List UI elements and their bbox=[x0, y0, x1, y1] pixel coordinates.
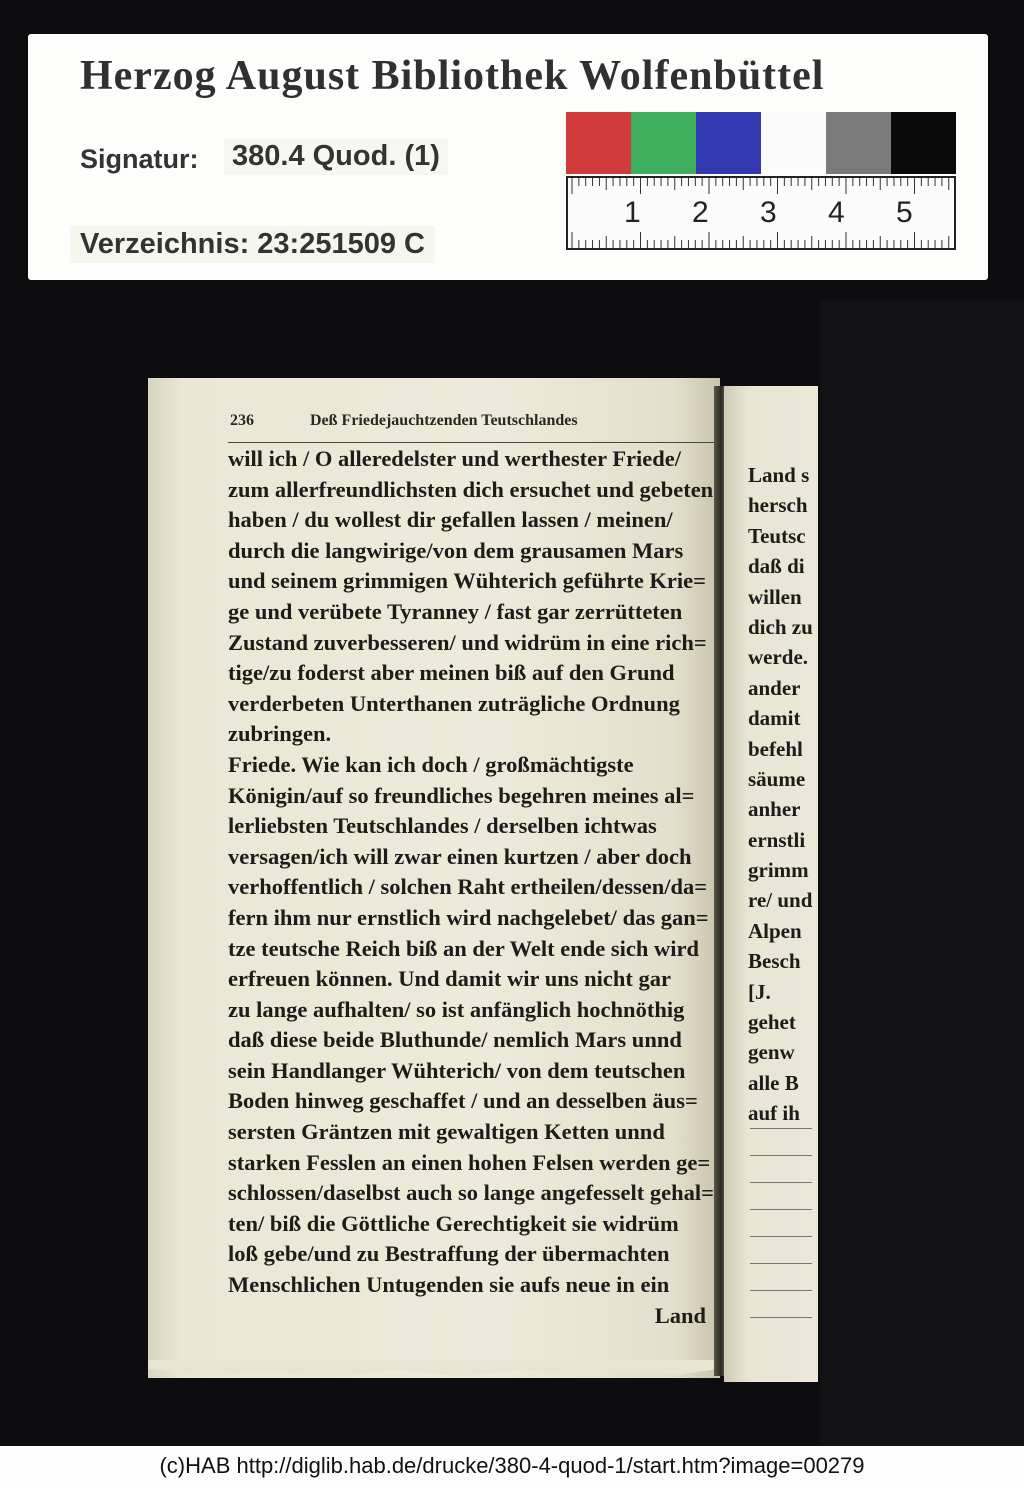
facing-text-line: grimm bbox=[748, 858, 809, 883]
text-line: schlossen/daselbst auch so lange angefesselt gehal= bbox=[228, 1180, 714, 1206]
swatch-black bbox=[891, 112, 956, 174]
color-calibration-bar bbox=[566, 112, 956, 174]
verzeichnis-value: Verzeichnis: 23:251509 C bbox=[70, 226, 435, 263]
text-line: zubringen. bbox=[228, 721, 332, 747]
ruler-number: 5 bbox=[896, 196, 913, 229]
running-head: Deß Friedejauchtzenden Teutschlandes bbox=[310, 412, 578, 429]
copyright-footer: (c)HAB http://diglib.hab.de/drucke/380-4-quod-1/start.htm?image=00279 bbox=[0, 1446, 1024, 1486]
text-line: Königin/auf so freundliches begehren meines al= bbox=[228, 782, 695, 808]
text-line: zu lange aufhalten/ so ist anfänglich hochnöthig bbox=[228, 996, 685, 1022]
ruler-number: 1 bbox=[624, 196, 641, 229]
text-line: tze teutsche Reich biß an der Welt ende sich wird bbox=[228, 935, 700, 961]
facing-text-line: befehl bbox=[748, 736, 803, 761]
facing-text-line: auf ih bbox=[748, 1101, 800, 1126]
facing-page-rules bbox=[750, 1128, 812, 1344]
facing-text-line: Besch bbox=[748, 949, 801, 974]
facing-text-line: genw bbox=[748, 1040, 795, 1065]
facing-text-line: anher bbox=[748, 797, 801, 822]
text-line: versagen/ich will zwar einen kurtzen / aber doch bbox=[228, 843, 692, 869]
facing-text-line: willen bbox=[748, 584, 802, 609]
catchword: Land bbox=[654, 1302, 706, 1328]
text-line: sersten Gräntzen mit gewaltigen Ketten unnd bbox=[228, 1119, 665, 1145]
text-line: will ich / O alleredelster und werthester Friede/ bbox=[228, 446, 682, 471]
text-line: zum allerfreundlichsten dich ersuchet und gebeten bbox=[228, 476, 714, 502]
facing-text-line: dich zu bbox=[748, 614, 813, 639]
library-label-card bbox=[28, 34, 988, 280]
facing-text-line: ander bbox=[748, 675, 801, 700]
text-line: lerliebsten Teutschlandes / derselben ichtwas bbox=[228, 813, 657, 839]
text-line: Zustand zuverbesseren/ und widrüm in eine rich= bbox=[228, 629, 707, 655]
text-line: erfreuen können. Und damit wir uns nicht gar bbox=[228, 966, 671, 992]
facing-text-line: werde. bbox=[748, 645, 809, 670]
facing-text-line: säume bbox=[748, 766, 806, 791]
text-line: ten/ biß die Göttliche Gerechtigkeit sie widrüm bbox=[228, 1210, 679, 1236]
swatch-red bbox=[566, 112, 631, 174]
library-title: Herzog August Bibliothek Wolfenbüttel bbox=[80, 53, 825, 99]
facing-text-line: [J. bbox=[748, 979, 771, 1004]
text-line: Friede. Wie kan ich doch / großmächtigste bbox=[228, 751, 634, 777]
measurement-ruler bbox=[566, 176, 956, 250]
facing-text-line: ernstli bbox=[748, 827, 806, 852]
text-line: verderbeten Unterthanen zuträgliche Ordnung bbox=[228, 690, 680, 716]
ruler-number: 4 bbox=[828, 196, 845, 229]
text-line: Menschlichen Untugenden sie aufs neue in ein bbox=[228, 1272, 670, 1298]
ruler-number: 3 bbox=[760, 196, 777, 229]
facing-text-line: daß di bbox=[748, 554, 805, 579]
running-head-rule bbox=[228, 442, 714, 443]
facing-text-line: Land s bbox=[748, 463, 810, 487]
ruler-number: 2 bbox=[692, 196, 709, 229]
swatch-green bbox=[631, 112, 696, 174]
scan-background-right bbox=[820, 300, 1024, 1446]
facing-text-line: damit bbox=[748, 706, 801, 731]
facing-text-line: re/ und bbox=[748, 888, 813, 913]
facing-text-line: hersch bbox=[748, 493, 808, 518]
text-line: daß diese beide Bluthunde/ nemlich Mars unnd bbox=[228, 1027, 682, 1053]
text-line: durch die langwirige/von dem grausamen Mars bbox=[228, 537, 684, 563]
text-line: fern ihm nur ernstlich wird nachgelebet/ das gan= bbox=[228, 904, 709, 930]
page-body-text bbox=[228, 444, 718, 1331]
text-line: verhoffentlich / solchen Raht ertheilen/dessen/da= bbox=[228, 874, 708, 900]
facing-text-line: Alpen bbox=[748, 918, 802, 943]
book-page-left bbox=[148, 378, 720, 1378]
text-line: Boden hinweg geschaffet / und an desselben äus= bbox=[228, 1088, 698, 1114]
swatch-gray bbox=[826, 112, 891, 174]
text-line: tige/zu foderst aber meinen biß auf den Grund bbox=[228, 660, 675, 686]
page-number: 236 bbox=[230, 412, 254, 429]
text-line: ge und verübete Tyranney / fast gar zerrütteten bbox=[228, 598, 683, 624]
signatur-label: Signatur: bbox=[80, 144, 199, 174]
text-line: und seinem grimmigen Wühterich geführte Krie= bbox=[228, 568, 706, 594]
text-line: sein Handlanger Wühterich/ von dem teutschen bbox=[228, 1057, 686, 1083]
swatch-blue bbox=[696, 112, 761, 174]
facing-text-line: alle B bbox=[748, 1070, 799, 1095]
facing-text-line: gehet bbox=[748, 1010, 796, 1035]
text-line: loß gebe/und zu Bestraffung der übermachten bbox=[228, 1241, 670, 1267]
text-line: starken Fesslen an einen hohen Felsen werden ge= bbox=[228, 1149, 711, 1175]
facing-page-text bbox=[748, 460, 816, 1129]
swatch-white bbox=[761, 112, 826, 174]
text-line: haben / du wollest dir gefallen lassen / meinen/ bbox=[228, 507, 673, 533]
signatur-value: 380.4 Quod. (1) bbox=[224, 138, 448, 175]
facing-text-line: Teutsc bbox=[748, 523, 806, 548]
